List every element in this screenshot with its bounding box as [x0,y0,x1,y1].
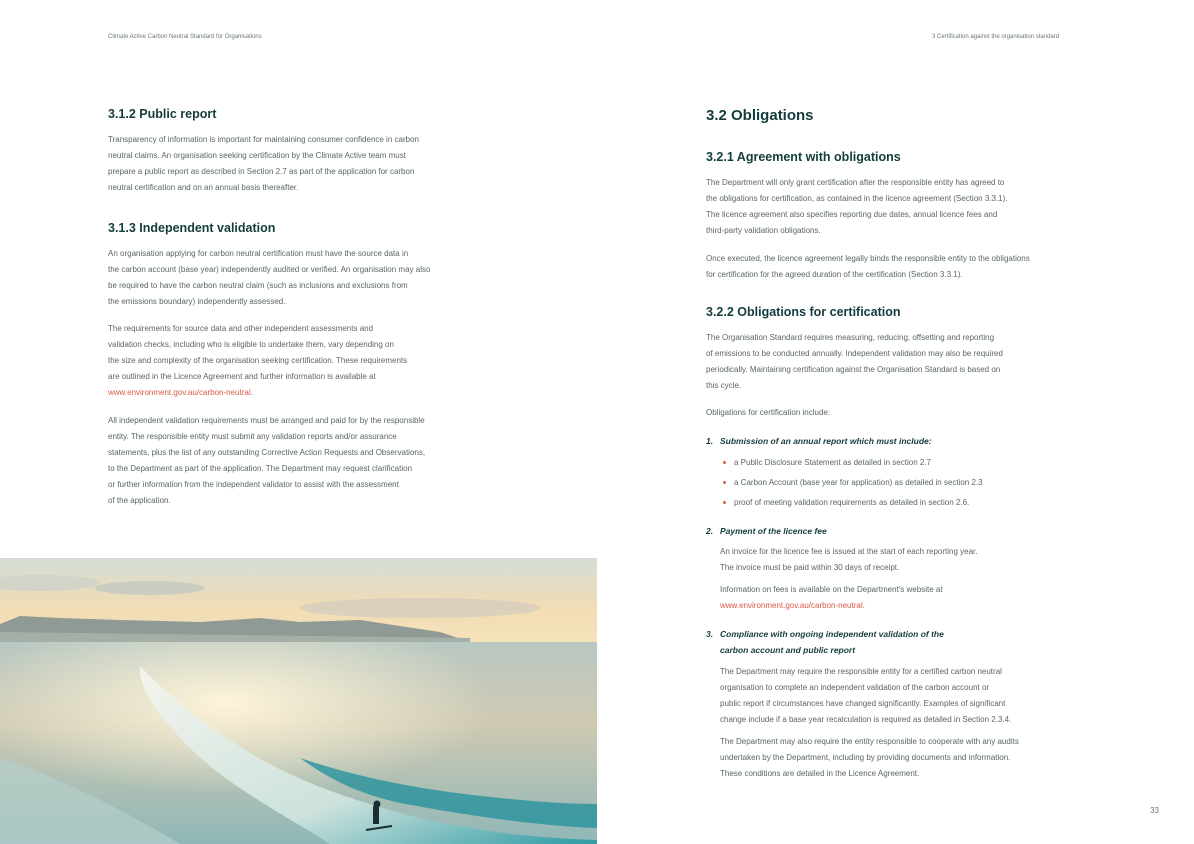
list-number-3: 3. [706,629,714,639]
text-line: The Department may require the responsible entity for a certified carbon neutral [720,667,1002,676]
obligations-intro: Obligations for certification include: [706,408,831,417]
text-line: validation checks, including who is eligible to undertake them, vary depending on [108,340,394,349]
text-line: Transparency of information is important for maintaining consumer confidence in carbon [108,135,419,144]
text-line: The Organisation Standard requires measuring, reducing, offsetting and reporting [706,333,995,342]
text-line [108,388,253,397]
text-line: public report if circumstances have changed significantly. Examples of significant [720,699,1006,708]
text-line: Once executed, the licence agreement legally binds the responsible entity to the obligations [706,254,1030,263]
running-header-left: Climate Active Carbon Neutral Standard for Organisations [108,34,262,40]
text-line: An invoice for the licence fee is issued at the start of each reporting year. [720,547,978,556]
carbon-neutral-link[interactable]: www.environment.gov.au/carbon-neutral [108,388,251,397]
text-line: the emissions boundary) independently assessed. [108,297,286,306]
link-punctuation: . [250,388,253,397]
text-line: The licence agreement also specifies reporting due dates, annual licence fees and [706,210,998,219]
section-heading-agreement: 3.2.1 Agreement with obligations [706,150,901,164]
text-line: An organisation applying for carbon neutral certification must have the source data in [108,249,409,258]
list-item-2-title: Payment of the licence fee [720,526,827,536]
text-line: to the Department as part of the application. The Department may request clarification [108,464,413,473]
link-punctuation: . [862,601,865,610]
text-line: this cycle. [706,381,742,390]
text-line [720,601,865,610]
text-line: Information on fees is available on the Department's website at [720,585,943,594]
text-line: The requirements for source data and other independent assessments and [108,324,374,333]
section-heading-obligations-certification: 3.2.2 Obligations for certification [706,305,901,319]
text-line: third-party validation obligations. [706,226,821,235]
text-line: neutral certification and on an annual basis thereafter. [108,183,299,192]
text-line: neutral claims. An organisation seeking certification by the Climate Active team must [108,151,406,160]
text-line: be required to have the carbon neutral claim (such as inclusions and exclusions from [108,281,408,290]
text-line: prepare a public report as described in Section 2.7 as part of the application for carbon [108,167,415,176]
text-line: entity. The responsible entity must submit any validation reports and/or assurance [108,432,397,441]
list-item-3-title-line: Compliance with ongoing independent validation of the [720,629,944,639]
list-item-3-title-line: carbon account and public report [720,645,856,655]
text-line: The invoice must be paid within 30 days of receipt. [720,563,900,572]
page-number: 33 [1150,806,1159,815]
carbon-neutral-link[interactable]: www.environment.gov.au/carbon-neutral [720,601,863,610]
text-line: undertaken by the Department, including by providing documents and information. [720,753,1011,762]
list-number-1: 1. [706,436,714,446]
text-line: of the application. [108,496,171,505]
bullet-text: a Public Disclosure Statement as detailed in section 2.7 [734,458,931,467]
text-line: for certification for the agreed duration of the certification (Section 3.3.1). [706,270,963,279]
text-line: of emissions to be conducted annually. Independent validation may also be required [706,349,1003,358]
text-line: change include if a base year recalculation is required as detailed in Section 2.3.4. [720,715,1012,724]
text-line: All independent validation requirements must be arranged and paid for by the responsible [108,416,425,425]
list-item-1-title: Submission of an annual report which must include: [720,436,932,446]
list-number-2: 2. [706,526,714,536]
running-header-right: 3 Certification against the organisation standard [932,34,1060,40]
text-line: organisation to complete an independent validation of the carbon account or [720,683,990,692]
text-line: are outlined in the Licence Agreement and further information is available at [108,372,376,381]
bullet-dot [723,461,726,464]
bullet-dot [723,501,726,504]
section-heading-public-report: 3.1.2 Public report [108,107,217,121]
bullet-text: a Carbon Account (base year for application) as detailed in section 2.3 [734,478,983,487]
bullet-dot [723,481,726,484]
text-line: The Department may also require the entity responsible to cooperate with any audits [720,737,1019,746]
section-heading-independent-validation: 3.1.3 Independent validation [108,221,276,235]
text-line: These conditions are detailed in the Licence Agreement. [720,769,920,778]
bullet-text: proof of meeting validation requirements as detailed in section 2.6. [734,498,970,507]
text-line: statements, plus the list of any outstanding Corrective Action Requests and Observations, [108,448,426,457]
text-line: the size and complexity of the organisation seeking certification. These requirements [108,356,408,365]
text-line: the obligations for certification, as contained in the licence agreement (Section 3.3.1). [706,194,1008,203]
text-line: periodically. Maintaining certification against the Organisation Standard is based on [706,365,1001,374]
text-line: or further information from the independent validator to assist with the assessment [108,480,399,489]
text-line: The Department will only grant certification after the responsible entity has agreed to [706,178,1005,187]
text-line: the carbon account (base year) independently audited or verified. An organisation may also [108,265,431,274]
page-section-title: 3.2 Obligations [706,107,814,124]
beach-wave-photo [0,558,597,844]
